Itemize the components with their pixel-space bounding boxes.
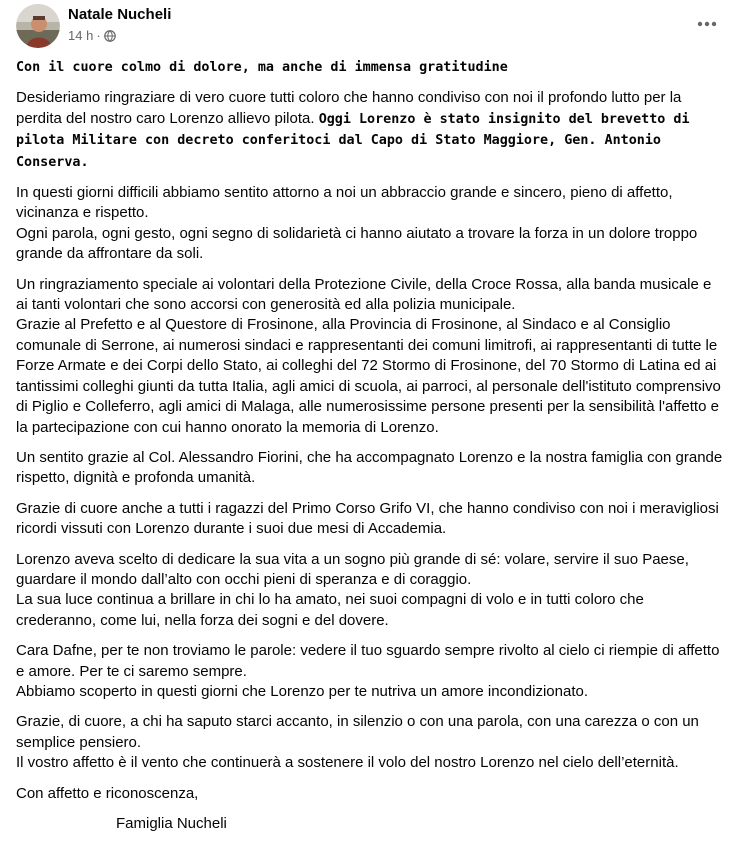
- paragraph-1-text: Desideriamo ringraziare di vero cuore tutti coloro che hanno condiviso con noi il profondo lutto per la perdita del nostro caro Lorenzo allievo pilota.: [16, 89, 682, 127]
- paragraph-8-line-1: Grazie, di cuore, a chi ha saputo starci accanto, in silenzio o con una parola, con una carezza o con un semplice pensiero.: [16, 713, 699, 751]
- paragraph-3: [16, 275, 724, 438]
- paragraph-7-line-2: Abbiamo scoperto in questi giorni che Lorenzo per te nutriva un amore incondizionato.: [16, 682, 589, 700]
- paragraph-1-end: .: [80, 154, 89, 170]
- paragraph-5: Grazie di cuore anche a tutti i ragazzi del Primo Corso Grifo VI, che hanno condiviso con noi i meravigliosi ricordi vissuti con Lorenzo durante i suoi due mesi di Accademia.: [16, 499, 719, 538]
- paragraph-3-line-1: Un ringraziamento speciale ai volontari della Protezione Civile, della Croce Rossa, alla banda musicale e ai tanti volontari che sono accorsi con generosità ed alla polizia municipale.: [16, 275, 712, 314]
- paragraph-2-line-1: In questi giorni difficili abbiamo sentito attorno a noi un abbraccio grande e sincero, pieno di affetto, vicinanza e rispetto.: [16, 184, 673, 222]
- closing-line: Con affetto e riconoscenza,: [16, 784, 199, 802]
- post-headline: Con il cuore colmo di dolore, ma anche di immensa gratitudine: [16, 60, 508, 75]
- post-timestamp[interactable]: 14 h: [68, 28, 94, 43]
- paragraph-3-line-2: Grazie al Prefetto e al Questore di Frosinone, alla Provincia di Frosinone, al Sindaco e al Consiglio comunale di Serrone, ai numerosi sindaci e rappresentanti dei comuni limitrofi, ai rappresentanti di tutte le Forze Armate e dei Corpi dello Stato, ai colleghi del 72 Stormo di Frosinone, del 70 Stormo di Latina ed ai tantissimi colleghi giunti da tutta Italia, agli amici di scuola, ai parroci, al personale dell'istituto comprensivo di Piglio e Colleferro, agli amici di Malaga, alle numerosissime persone presenti per la sensibilità l'affetto e la partecipazione con cui hanno onorato la memoria di Lorenzo.: [16, 316, 721, 436]
- paragraph-6: [16, 550, 724, 632]
- post-meta: [68, 28, 116, 43]
- avatar[interactable]: [16, 4, 60, 48]
- paragraph-7-line-1: Cara Dafne, per te non troviamo le parole: vedere il tuo sguardo sempre rivolto al cielo ci riempie di affetto e amore. Per te ci saremo sempre.: [16, 642, 720, 680]
- more-options-icon[interactable]: [695, 12, 719, 36]
- post-header: [16, 4, 719, 48]
- paragraph-8-line-2: Il vostro affetto è il vento che continuerà a sostenere il volo del nostro Lorenzo nel cielo dell’eternità.: [16, 754, 679, 772]
- post-body: [16, 58, 724, 844]
- paragraph-6-line-1: Lorenzo aveva scelto di dedicare la sua vita a un sogno più grande di sé: volare, servire il suo Paese, guardare il mondo dall’alto con occhi pieni di speranza e di coraggio.: [16, 550, 689, 588]
- paragraph-1: [16, 88, 724, 173]
- paragraph-2-line-2: Ogni parola, ogni gesto, ogni segno di solidarietà ci hanno aiutato a trovare la forza in un dolore troppo grande da affrontare da soli.: [16, 224, 698, 263]
- author-name[interactable]: Natale Nucheli: [68, 6, 172, 23]
- paragraph-2: [16, 183, 724, 265]
- paragraph-4: Un sentito grazie al Col. Alessandro Fiorini, che ha accompagnato Lorenzo e la nostra famiglia con grande rispetto, dignità e profonda umanità.: [16, 448, 723, 487]
- meta-separator: ·: [96, 28, 101, 43]
- globe-icon[interactable]: [104, 30, 116, 42]
- paragraph-7: [16, 641, 724, 702]
- paragraph-6-line-2: La sua luce continua a brillare in chi lo ha amato, nei suoi compagni di volo e in tutti coloro che crederanno, come lui, nella forza dei sogni e del dovere.: [16, 591, 644, 629]
- paragraph-8: [16, 712, 724, 773]
- signature: Famiglia Nucheli: [116, 815, 227, 832]
- paragraph-1-bold: Oggi Lorenzo è stato insignito del brevetto di pilota Militare con decreto conferitoci dal Capo di Stato Maggiore, Gen. Antonio Conserva: [16, 111, 690, 170]
